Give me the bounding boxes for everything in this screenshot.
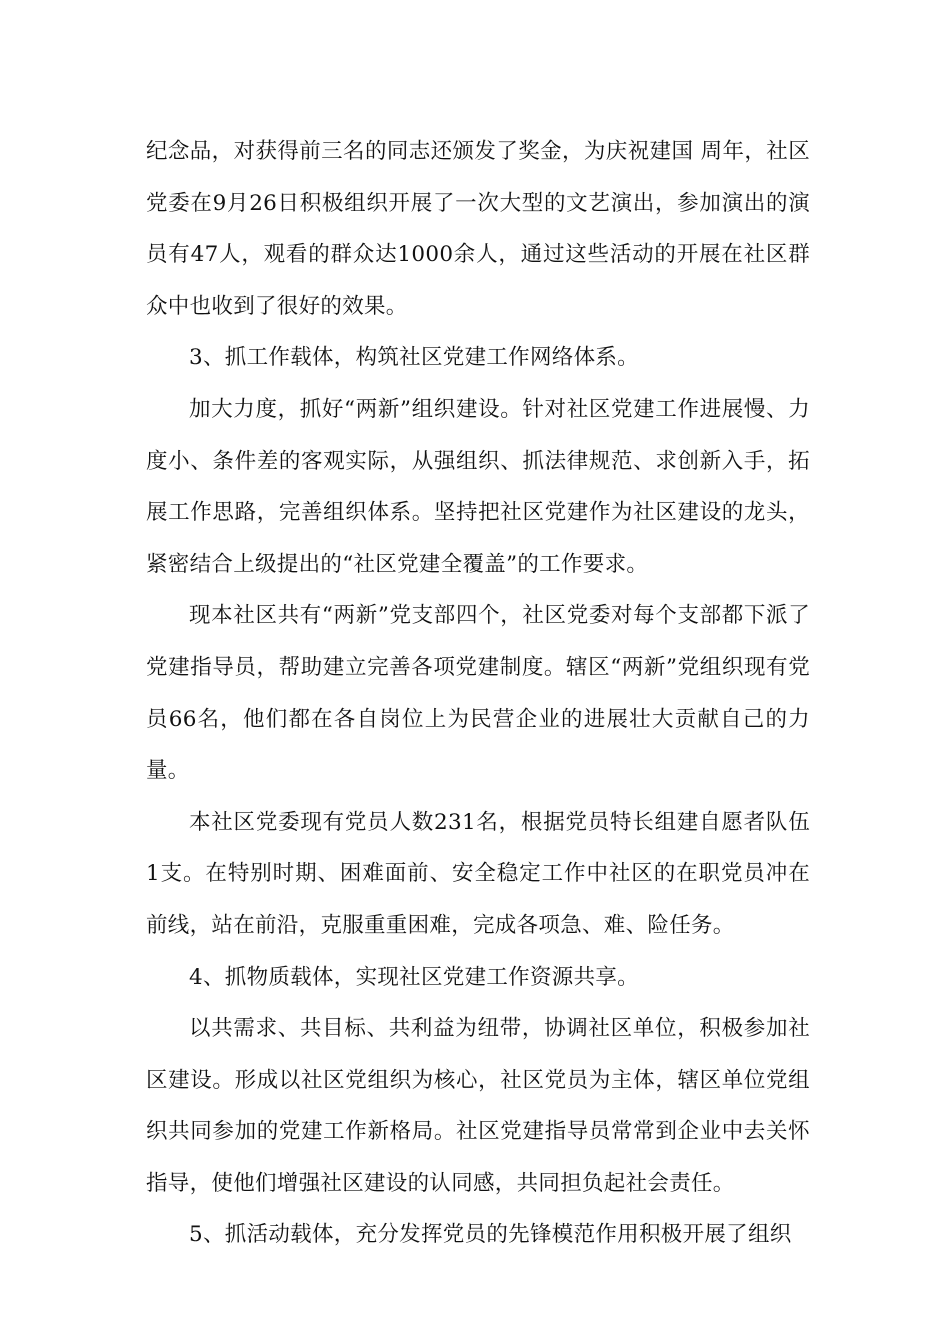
paragraph-6-heading: 4、抓物质载体，实现社区党建工作资源共享。 bbox=[189, 964, 639, 990]
paragraph-4: 现本社区共有“两新”党支部四个，社区党委对每个支部都下派了党建指导员，帮助建立完善各项党建制度。辖区“两新”党组织现有党员66名，他们都在各自岗位上为民营企业的进展壮大贡献自己的力量。 bbox=[146, 603, 810, 784]
paragraph-2-heading: 3、抓工作载体，构筑社区党建工作网络体系。 bbox=[189, 345, 639, 371]
paragraph-1: 纪念品，对获得前三名的同志还颁发了奖金，为庆祝建国 周年，社区党委在9月26日积极组织开展了一次大型的文艺演出，参加演出的演员有47人，观看的群众达1000余人，通过这些活动的开展在社区群众中也收到了很好的效果。 bbox=[146, 139, 810, 319]
document-body bbox=[146, 126, 810, 1261]
paragraph-5: 本社区党委现有党员人数231名，根据党员特长组建自愿者队伍1支。在特别时期、困难面前、安全稳定工作中社区的在职党员冲在前线，站在前沿，克服重重困难，完成各项急、难、险任务。 bbox=[146, 809, 810, 938]
paragraph-7: 以共需求、共目标、共利益为纽带，协调社区单位，积极参加社区建设。形成以社区党组织为核心，社区党员为主体，辖区单位党组织共同参加的党建工作新格局。社区党建指导员常常到企业中去关怀指导，使他们增强社区建设的认同感，共同担负起社会责任。 bbox=[146, 1016, 810, 1196]
paragraph-8-heading: 5、抓活动载体，充分发挥党员的先锋模范作用积极开展了组织 bbox=[189, 1222, 792, 1248]
paragraph-3: 加大力度，抓好“两新”组织建设。针对社区党建工作进展慢、力度小、条件差的客观实际，从强组织、抓法律规范、求创新入手，拓展工作思路，完善组织体系。坚持把社区党建作为社区建设的龙头，紧密结合上级提出的“社区党建全覆盖”的工作要求。 bbox=[146, 396, 810, 577]
